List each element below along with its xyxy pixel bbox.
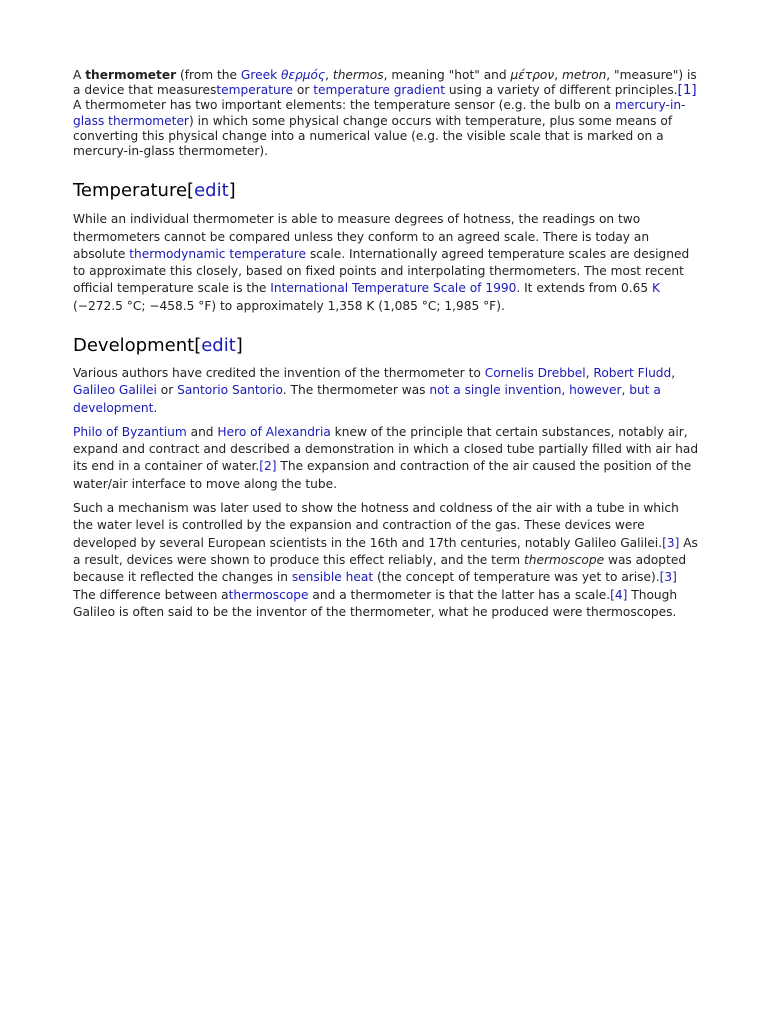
development-paragraph-1 bbox=[73, 365, 701, 417]
development-paragraph-3 bbox=[73, 500, 701, 621]
link-sensible-heat[interactable]: sensible heat bbox=[291, 570, 374, 585]
text: Various authors have credited the invention of the thermometer to bbox=[73, 366, 485, 380]
text: A thermometer has two important elements: the temperature sensor (e.g. the bulb on a bbox=[73, 98, 615, 113]
term-thermoscope: thermoscope bbox=[524, 552, 605, 567]
link-greek[interactable]: Greek bbox=[240, 68, 278, 82]
link-galileo-galilei[interactable]: Galileo Galilei bbox=[73, 383, 157, 398]
text: Though Galileo is often said to be the inventor of the thermometer, what he produced were thermoscopes. bbox=[73, 587, 678, 619]
text: and a thermometer is that the latter has a scale. bbox=[308, 587, 611, 602]
reference-3[interactable]: [3] bbox=[662, 535, 680, 550]
link-cornelis-drebbel[interactable]: Cornelis Drebbel bbox=[484, 366, 586, 380]
text: Such a mechanism was later used to show the hotness and coldness of the air with a tube in which the water level is controlled by the expansion and contraction of the gas. These devices were developed by several European scientists in the 16th and 17th centuries, notably Galileo Galilei. bbox=[73, 501, 679, 550]
article-content bbox=[73, 68, 701, 621]
text: As a result, devices were shown to produce this effect reliably, and the term bbox=[73, 535, 698, 567]
link-temperature-gradient[interactable]: temperature gradient bbox=[313, 83, 446, 98]
text: (−272.5 °C; −458.5 °F) to approximately 1,358 K (1,085 °C; 1,985 °F). bbox=[73, 298, 505, 313]
text: was adopted because it reflected the changes in bbox=[73, 552, 687, 585]
text: . bbox=[153, 400, 158, 415]
intro-paragraph bbox=[73, 68, 701, 159]
text: The expansion and contraction of the air caused the position of the water/air interface to move along the tube. bbox=[73, 459, 692, 491]
temperature-paragraph bbox=[73, 211, 701, 315]
development-paragraph-2 bbox=[73, 424, 701, 493]
text: or bbox=[156, 383, 178, 398]
text: A bbox=[73, 68, 86, 82]
text: , meaning "hot" and bbox=[383, 68, 511, 82]
text: ) in which some physical change occurs with temperature, plus some means of converting this physical change into a numerical value (e.g. the visible scale that is marked on a mercury-in-glass thermometer). bbox=[73, 113, 673, 159]
text: knew of the principle that certain substances, notably air, expand and contract and described a demonstration in which a closed tube partially filled with air had its end in a container of water. bbox=[73, 424, 699, 474]
heading-text: Temperature bbox=[73, 180, 188, 202]
text: or bbox=[293, 83, 314, 98]
link-hero-of-alexandria[interactable]: Hero of Alexandria bbox=[217, 424, 331, 439]
term-thermometer: thermometer bbox=[85, 68, 177, 82]
section-heading-temperature bbox=[73, 180, 701, 202]
edit-link-development[interactable]: edit bbox=[201, 335, 236, 356]
text: using a variety of different principles. bbox=[445, 83, 678, 98]
reference-2[interactable]: [2] bbox=[259, 459, 277, 474]
greek-thermos: θερμός bbox=[281, 68, 326, 82]
heading-text: Development bbox=[73, 335, 195, 356]
reference-1[interactable]: [1] bbox=[677, 82, 697, 99]
link-philo-of-byzantium[interactable]: Philo of Byzantium bbox=[73, 424, 187, 439]
text: , bbox=[585, 366, 594, 380]
edit-link-temperature[interactable]: edit bbox=[194, 180, 229, 202]
text: , "measure") is a device that measures bbox=[73, 68, 697, 98]
text: (from the bbox=[176, 68, 241, 82]
link-thermoscope[interactable]: thermoscope bbox=[228, 587, 309, 602]
text: . The thermometer was bbox=[282, 383, 430, 398]
text: , bbox=[325, 68, 333, 82]
link-kelvin[interactable]: K bbox=[652, 281, 661, 296]
link-robert-fludd[interactable]: Robert Fludd bbox=[593, 366, 672, 380]
link-mercury-in-glass-thermometer[interactable]: mercury-in-glass thermometer bbox=[73, 98, 686, 128]
bracket-open: [ bbox=[187, 180, 195, 202]
text: While an individual thermometer is able to measure degrees of hotness, the readings on two thermometers cannot be compared unless they conform to an agreed scale. There is today an absolute bbox=[73, 212, 650, 261]
text: , bbox=[554, 68, 562, 82]
bracket-close: ] bbox=[228, 180, 236, 202]
text: . It extends from 0.65 bbox=[516, 281, 653, 296]
section-heading-development bbox=[73, 335, 701, 357]
metron-transliteration: metron bbox=[561, 68, 607, 82]
link-thermodynamic-temperature[interactable]: thermodynamic temperature bbox=[129, 246, 306, 261]
reference-3[interactable]: [3] bbox=[659, 570, 677, 585]
greek-metron: μέτρον bbox=[510, 68, 555, 82]
bracket-open: [ bbox=[194, 335, 202, 356]
link-not-a-single-invention[interactable]: not a single invention, however, but a development bbox=[73, 383, 661, 415]
text: scale. Internationally agreed temperature scales are designed to approximate this closely, based on fixed points and interpolating thermometers. The most recent official temperature scale is the bbox=[73, 246, 690, 296]
text: (the concept of temperature was yet to arise). bbox=[373, 570, 660, 585]
text: , bbox=[671, 366, 676, 380]
link-temperature[interactable]: temperature bbox=[216, 83, 293, 98]
text: The difference between a bbox=[73, 587, 229, 602]
link-greek-thermos[interactable] bbox=[281, 68, 325, 82]
link-santorio-santorio[interactable]: Santorio Santorio bbox=[177, 383, 283, 398]
bracket-close: ] bbox=[235, 335, 243, 356]
thermos-transliteration: thermos bbox=[332, 68, 384, 82]
text: and bbox=[186, 424, 218, 439]
link-its-90[interactable]: International Temperature Scale of 1990 bbox=[270, 281, 517, 296]
reference-4[interactable]: [4] bbox=[610, 587, 628, 602]
